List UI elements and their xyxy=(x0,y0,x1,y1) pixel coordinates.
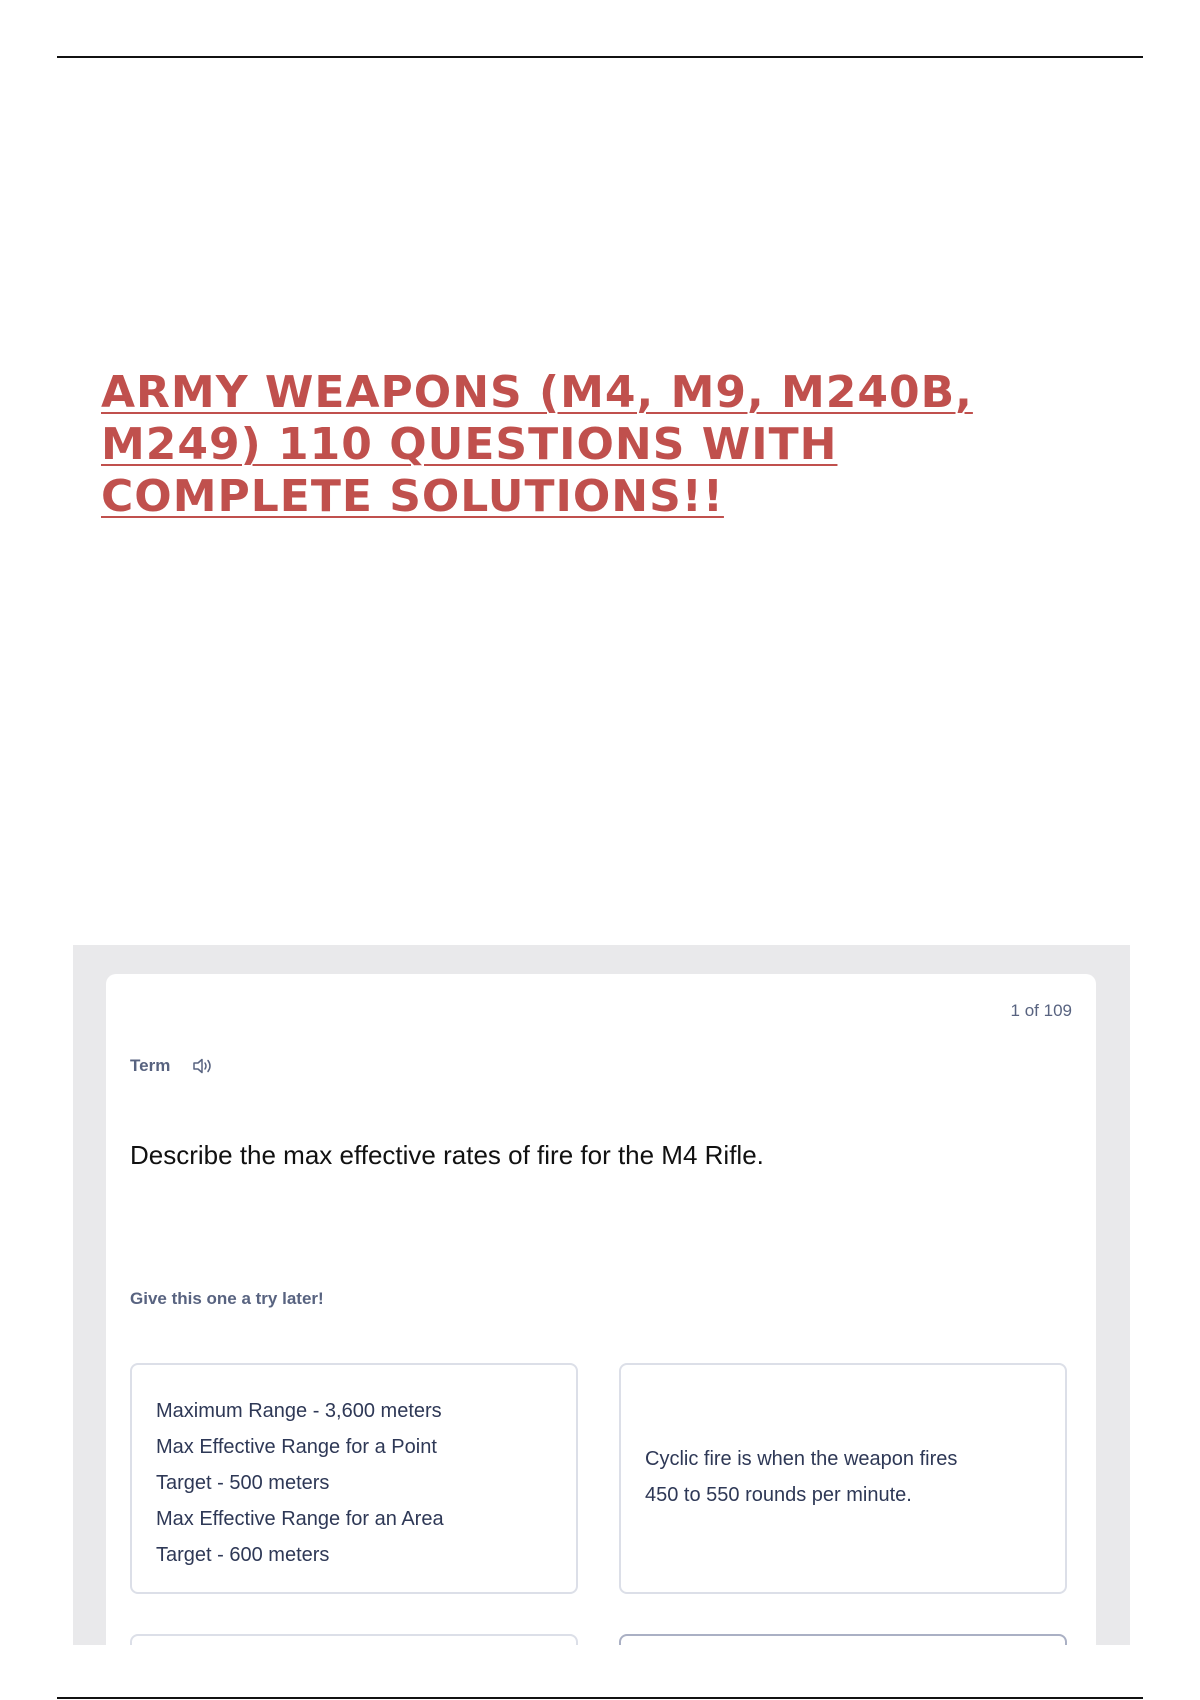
title-line: ARMY WEAPONS (M4, M9, M240B, xyxy=(101,367,973,418)
term-label: Term xyxy=(130,1056,171,1075)
answer-option[interactable] xyxy=(130,1363,578,1594)
question-text: Describe the max effective rates of fire for the M4 Rifle. xyxy=(130,1140,764,1170)
flashcard xyxy=(106,974,1096,1645)
speaker-icon[interactable] xyxy=(192,1057,214,1075)
title-line: M249) 110 QUESTIONS WITH xyxy=(101,419,838,470)
title-line: COMPLETE SOLUTIONS!! xyxy=(101,471,724,522)
answer-option[interactable] xyxy=(130,1634,578,1645)
answer-option-text: Maximum Range - 3,600 meters Max Effective Range for a Point Target - 500 meters Max Effective Range for an Area Target - 600 meters xyxy=(156,1400,444,1566)
bottom-rule xyxy=(57,1697,1143,1699)
document-title xyxy=(101,367,1001,523)
card-counter: 1 of 109 xyxy=(1010,1001,1072,1020)
hint-text: Give this one a try later! xyxy=(130,1289,324,1308)
answer-option-text: Cyclic fire is when the weapon fires 450 to 550 rounds per minute. xyxy=(645,1448,958,1506)
term-header xyxy=(130,1056,214,1076)
top-rule xyxy=(57,56,1143,58)
flashcard-screenshot xyxy=(73,945,1130,1645)
answer-option[interactable] xyxy=(619,1363,1067,1594)
answer-option[interactable] xyxy=(619,1634,1067,1645)
